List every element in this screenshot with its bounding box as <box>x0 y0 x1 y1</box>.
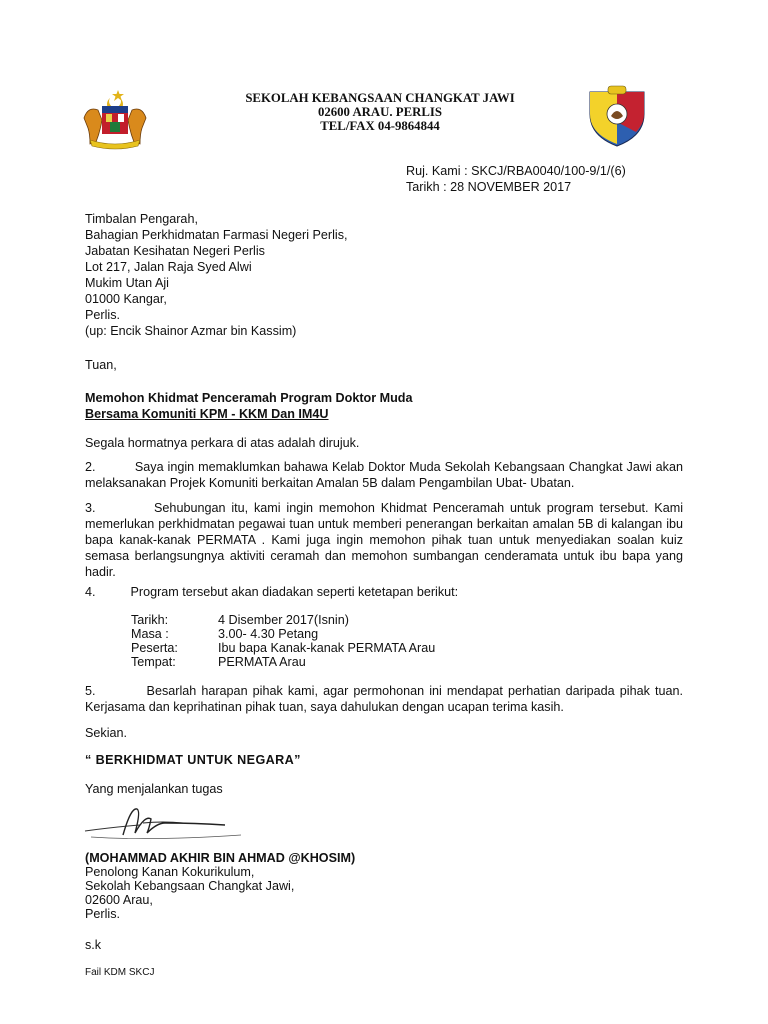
letter-date: Tarikh : 28 NOVEMBER 2017 <box>406 180 572 194</box>
program-row <box>131 613 349 628</box>
school-emblem-logo <box>584 84 650 148</box>
signatory-line: 02600 Arau, <box>85 893 153 907</box>
salutation: Tuan, <box>85 358 117 372</box>
signatory-name: (MOHAMMAD AKHIR BIN AHMAD @KHOSIM) <box>85 851 356 865</box>
recipient-line: Perlis. <box>85 308 120 322</box>
program-row <box>131 641 435 656</box>
paragraph-3: 3. Sehubungan itu, kami ingin memohon Khidmat Penceramah untuk program tersebut. Kami memerlukan perkhidmatan pegawai tuan untuk memberi penerangan berkaitan amalan 5B di kalangan ibu bapa kanak-kanak PERMATA . Kami juga ingin memohon pihak tuan untuk menyediakan soalan kuiz semasa berlangsungnya aktiviti ceramah dan memohon sumbangan cenderamata untuk ibu bapa yang hadir. <box>85 501 683 579</box>
subject-line-1: Memohon Khidmat Penceramah Program Doktor Muda <box>85 391 413 405</box>
program-key: Peserta: <box>131 641 178 655</box>
signature <box>83 805 253 845</box>
reference-number: Ruj. Kami : SKCJ/RBA0040/100-9/1/(6) <box>406 164 626 178</box>
program-key: Tarikh: <box>131 613 169 627</box>
program-value: PERMATA Arau <box>218 655 306 669</box>
school-address: 02600 ARAU. PERLIS <box>317 105 443 119</box>
paragraph-5: 5. Besarlah harapan pihak kami, agar permohonan ini mendapat perhatian daripada pihak tuan. Kerjasama dan keprihatinan pihak tuan, saya dahulukan dengan ucapan terima kasih. <box>85 684 683 714</box>
recipient-line: Timbalan Pengarah, <box>85 212 198 226</box>
recipient-line: 01000 Kangar, <box>85 292 167 306</box>
recipient-line: Lot 217, Jalan Raja Syed Alwi <box>85 260 252 274</box>
school-telfax: TEL/FAX 04-9864844 <box>320 119 440 133</box>
signatory-line: Penolong Kanan Kokurikulum, <box>85 865 255 879</box>
program-value: 4 Disember 2017(Isnin) <box>218 613 349 627</box>
program-key: Masa : <box>131 627 169 641</box>
duty-line: Yang menjalankan tugas <box>85 782 223 796</box>
program-row <box>131 655 306 670</box>
recipient-line: (up: Encik Shainor Azmar bin Kassim) <box>85 324 297 338</box>
coat-of-arms-logo <box>80 88 150 150</box>
recipient-line: Jabatan Kesihatan Negeri Perlis <box>85 244 265 258</box>
signatory-line: Sekolah Kebangsaan Changkat Jawi, <box>85 879 295 893</box>
paragraph-4: 4. Program tersebut akan diadakan seperti ketetapan berikut: <box>85 585 459 599</box>
cc-label: s.k <box>85 938 102 952</box>
opening-sentence: Segala hormatnya perkara di atas adalah dirujuk. <box>85 436 360 450</box>
file-label: Fail KDM SKCJ <box>85 967 155 978</box>
program-row <box>131 627 318 642</box>
program-value: 3.00- 4.30 Petang <box>218 627 319 641</box>
subject-line-2: Bersama Komuniti KPM - KKM Dan IM4U <box>85 407 329 421</box>
sekian: Sekian. <box>85 726 128 740</box>
motto: “ BERKHIDMAT UNTUK NEGARA” <box>85 753 301 767</box>
signatory-line: Perlis. <box>85 907 120 921</box>
program-key: Tempat: <box>131 655 176 669</box>
recipient-line: Mukim Utan Aji <box>85 276 169 290</box>
program-value: Ibu bapa Kanak-kanak PERMATA Arau <box>218 641 436 655</box>
recipient-line: Bahagian Perkhidmatan Farmasi Negeri Perlis, <box>85 228 348 242</box>
school-name: SEKOLAH KEBANGSAAN CHANGKAT JAWI <box>245 91 515 105</box>
paragraph-2: 2. Saya ingin memaklumkan bahawa Kelab Doktor Muda Sekolah Kebangsaan Changkat Jawi akan melaksanakan Projek Komuniti berkaitan Amalan 5B dalam Pengambilan Ubat- Ubatan. <box>85 460 683 490</box>
